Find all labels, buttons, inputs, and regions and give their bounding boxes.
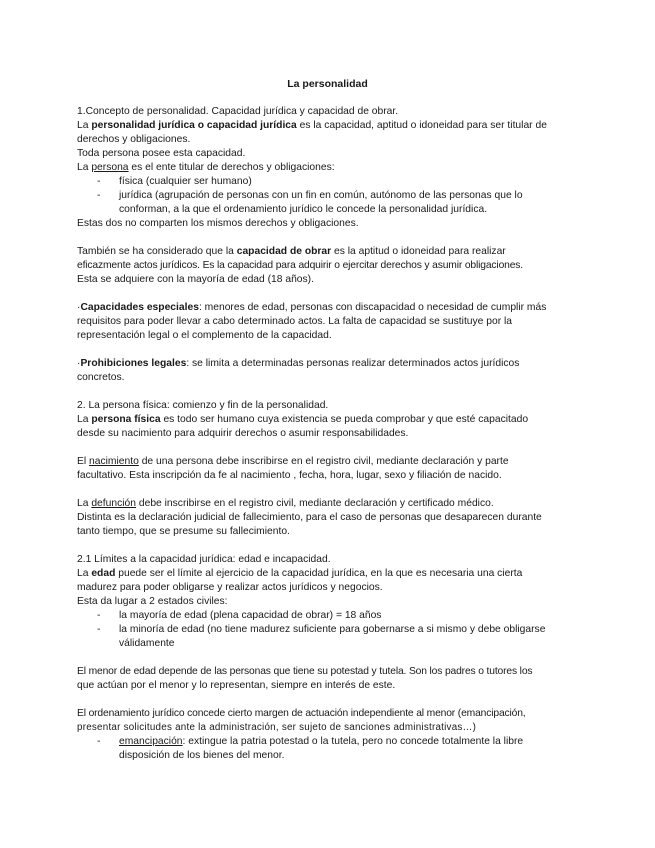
paragraph bbox=[77, 119, 577, 133]
paragraph bbox=[77, 567, 577, 581]
list-item bbox=[77, 623, 577, 637]
text: : menores de edad, personas con discapacidad o necesidad de cumplir más bbox=[198, 302, 547, 313]
paragraph bbox=[77, 455, 577, 469]
dash-bullet: - bbox=[97, 176, 101, 187]
list-item bbox=[77, 609, 577, 623]
underlined-term: nacimiento bbox=[89, 456, 139, 467]
paragraph-line: Distinta es la declaración judicial de fallecimiento, para el caso de personas que desaparecen durante bbox=[77, 512, 542, 523]
list-item-text: la minoría de edad (no tiene madurez suficiente para gobernarse a si mismo y debe obligarse bbox=[119, 624, 546, 635]
text: La bbox=[77, 414, 92, 425]
text: de una persona debe inscribirse en el registro civil, mediante declaración y parte bbox=[138, 456, 509, 467]
document-title: La personalidad bbox=[287, 78, 368, 90]
text: La bbox=[77, 568, 92, 579]
bold-term: capacidad de obrar bbox=[236, 246, 332, 257]
list-item-continuation: disposición de los bienes del menor. bbox=[119, 750, 285, 761]
paragraph-line: desde su nacimiento para adquirir derechos o asumir responsabilidades. bbox=[77, 428, 409, 439]
text: : se limita a determinadas personas realizar determinados actos jurídicos bbox=[186, 358, 520, 369]
paragraph bbox=[77, 413, 577, 427]
text: puede ser el límite al ejercicio de la capacidad jurídica, en la que es necesaria una cierta bbox=[115, 568, 523, 579]
dash-bullet: - bbox=[97, 610, 101, 621]
paragraph: Toda persona posee esta capacidad. bbox=[77, 148, 246, 159]
list-item bbox=[77, 735, 577, 749]
paragraph-line: tanto tiempo, que se presume su fallecimiento. bbox=[77, 526, 290, 537]
paragraph-line: derechos y obligaciones. bbox=[77, 134, 191, 145]
paragraph-line: representación legal o el complemento de la capacidad. bbox=[77, 330, 332, 341]
text: es el ente titular de derechos y obligaciones: bbox=[128, 162, 335, 173]
text: es la aptitud o idoneidad para realizar bbox=[331, 246, 506, 257]
dash-bullet: - bbox=[97, 736, 101, 747]
bold-term: persona física bbox=[91, 414, 161, 425]
paragraph: Esta da lugar a 2 estados civiles: bbox=[77, 596, 228, 607]
text: debe inscribirse en el registro civil, mediante declaración y certificado médico. bbox=[136, 498, 494, 509]
bold-term: edad bbox=[91, 568, 116, 579]
text: La bbox=[77, 120, 92, 131]
paragraph-line: que actúan por el menor y lo representan, siempre en interés de este. bbox=[77, 680, 396, 691]
paragraph-line: presentar solicitudes ante la administración, ser sujeto de sanciones administrativas…) bbox=[77, 722, 477, 733]
underlined-term: defunción bbox=[91, 498, 136, 509]
paragraph: El ordenamiento jurídico concede cierto margen de actuación independiente al menor (emancipación, bbox=[77, 708, 526, 719]
bullet-dot: · bbox=[77, 302, 81, 313]
paragraph-line: requisitos para poder llevar a cabo determinado actos. La falta de capacidad se sustituye por la bbox=[77, 316, 513, 327]
document-body bbox=[77, 105, 577, 763]
list-item-text: la mayoría de edad (plena capacidad de obrar) = 18 años bbox=[119, 610, 382, 621]
list-item-continuation: conforman, a la que el ordenamiento jurídico le concede la personalidad jurídica. bbox=[119, 204, 488, 215]
text: La bbox=[77, 162, 92, 173]
list-item-text: jurídica (agrupación de personas con un fin en común, autónomo de las personas que lo bbox=[119, 190, 523, 201]
underlined-term: persona bbox=[91, 162, 129, 173]
section-2-heading: 2. La persona física: comienzo y fin de la personalidad. bbox=[77, 400, 329, 411]
paragraph-line: concretos. bbox=[77, 372, 125, 383]
list-item-text: física (cualquier ser humano) bbox=[119, 176, 252, 187]
paragraph bbox=[77, 357, 577, 371]
list-item-text: : extingue la patria potestad o la tutela, pero no concede totalmente la libre bbox=[182, 736, 524, 747]
bold-term: Prohibiciones legales bbox=[80, 358, 187, 369]
text: La bbox=[77, 498, 92, 509]
text: También se ha considerado que la bbox=[77, 246, 237, 257]
list-item-continuation: válidamente bbox=[119, 638, 175, 649]
paragraph-line: eficazmente actos jurídicos. Es la capacidad para adquirir o ejercitar derechos y asumir obligaciones. bbox=[77, 260, 524, 271]
text: es todo ser humano cuya existencia se pueda comprobar y que esté capacitado bbox=[160, 414, 529, 425]
paragraph-line: facultativo. Esta inscripción da fe al nacimiento , fecha, hora, lugar, sexo y filiación de nacido. bbox=[77, 470, 502, 481]
bold-term: Capacidades especiales bbox=[80, 302, 199, 313]
dash-bullet: - bbox=[97, 624, 101, 635]
bullet-dot: · bbox=[77, 358, 81, 369]
paragraph bbox=[77, 161, 577, 175]
paragraph: Estas dos no comparten los mismos derechos y obligaciones. bbox=[77, 218, 359, 229]
text: El bbox=[77, 456, 90, 467]
section-2-1-heading: 2.1 Límites a la capacidad jurídica: edad e incapacidad. bbox=[77, 554, 331, 565]
section-1-heading: 1.Concepto de personalidad. Capacidad jurídica y capacidad de obrar. bbox=[77, 106, 399, 117]
paragraph: El menor de edad depende de las personas que tiene su potestad y tutela. Son los padres o tutores los bbox=[77, 666, 533, 677]
paragraph bbox=[77, 301, 577, 315]
list-item bbox=[77, 189, 577, 203]
paragraph-line: madurez para poder obligarse y realizar actos jurídicos y negocios. bbox=[77, 582, 383, 593]
text: es la capacidad, aptitud o idoneidad para ser titular de bbox=[296, 120, 547, 131]
underlined-term: emancipación bbox=[119, 736, 183, 747]
paragraph-line: Esta se adquiere con la mayoría de edad (18 años). bbox=[77, 274, 314, 285]
paragraph bbox=[77, 245, 577, 259]
paragraph bbox=[77, 497, 577, 511]
list-item bbox=[77, 175, 577, 189]
dash-bullet: - bbox=[97, 190, 101, 201]
bold-term: personalidad jurídica o capacidad jurídica bbox=[91, 120, 297, 131]
